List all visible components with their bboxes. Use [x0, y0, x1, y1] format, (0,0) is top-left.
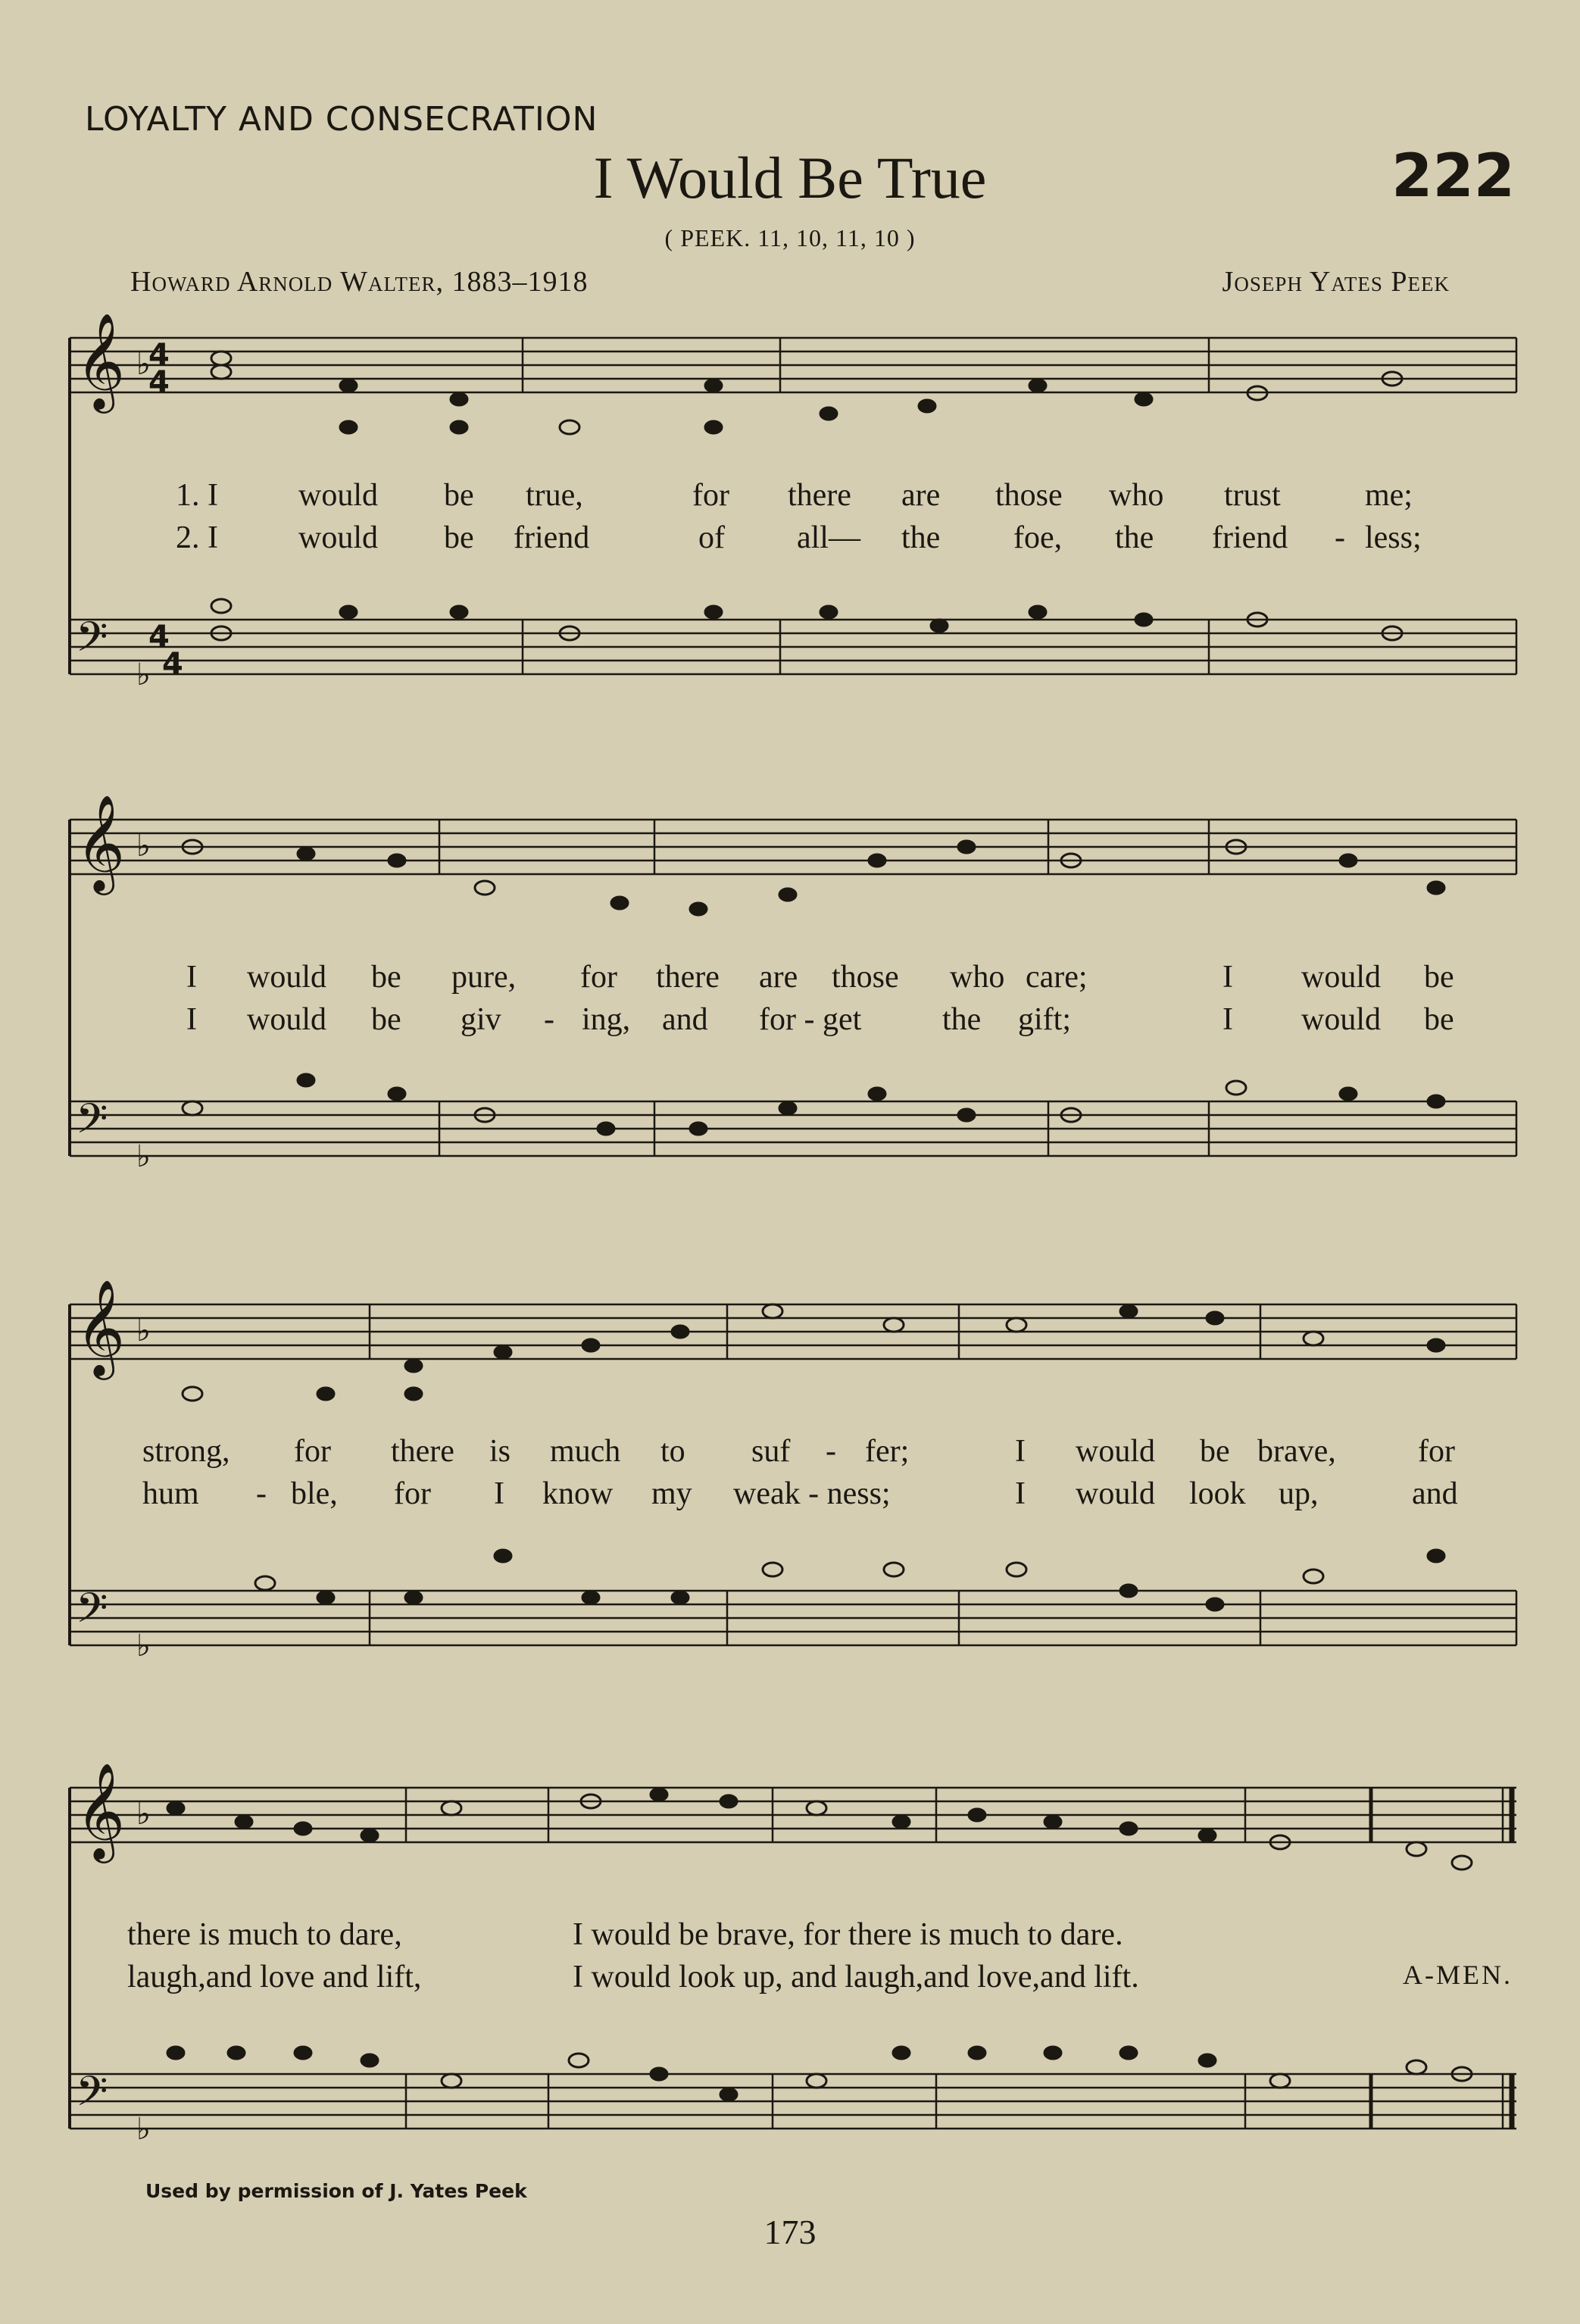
lyric-word: up,	[1279, 1476, 1319, 1511]
flat-icon: ♭	[136, 658, 151, 692]
lyric-word: for - get	[759, 1002, 862, 1037]
lyric-word: ble,	[291, 1476, 338, 1511]
lyric-word: I	[1222, 1002, 1233, 1037]
treble-clef-icon: 𝄞	[76, 312, 126, 409]
lyric-word: be	[444, 478, 474, 513]
lyric-word: who	[950, 960, 1005, 995]
bass-clef-icon: 𝄢	[76, 2067, 108, 2126]
barlines-3	[370, 1304, 1516, 1645]
lyric-phrase: I would look up, and laugh,and love,and lift.	[573, 1960, 1139, 1994]
lyric-word: brave,	[1257, 1434, 1336, 1469]
lyric-word: fer;	[865, 1434, 910, 1469]
lyric-word: gift;	[1018, 1002, 1071, 1037]
lyric-word: would	[1076, 1434, 1155, 1469]
amen-lyric: A-MEN.	[1403, 1960, 1513, 1990]
lyric-word: my	[651, 1476, 692, 1511]
lyric-word: the	[942, 1002, 982, 1037]
staff-treble-4	[70, 1788, 1516, 1842]
flat-icon: ♭	[136, 1139, 151, 1174]
lyric-word: of	[698, 520, 725, 555]
lyric-word: would	[1301, 960, 1381, 995]
lyric-word: me;	[1365, 478, 1413, 513]
bass-clef-icon: 𝄢	[76, 613, 108, 671]
lyric-word: all—	[797, 520, 860, 555]
lyric-word: are	[901, 478, 941, 513]
time-signature-top: 4	[148, 338, 170, 373]
lyric-word: the	[901, 520, 941, 555]
flat-icon: ♭	[136, 1797, 151, 1832]
author-credit: Howard Arnold Walter, 1883–1918	[130, 266, 589, 298]
lyric-word: I	[186, 960, 197, 995]
page-number: 173	[763, 2213, 817, 2251]
lyric-word: pure,	[451, 960, 517, 995]
bass-clef-icon: 𝄢	[76, 1095, 108, 1153]
lyric-phrase: laugh,and love and lift,	[127, 1960, 422, 1994]
lyric-word: -	[826, 1434, 836, 1469]
lyric-word: and	[1412, 1476, 1458, 1511]
staff-bass-3	[70, 1591, 1516, 1645]
lyric-word: foe,	[1013, 520, 1063, 555]
lyric-word: would	[247, 960, 326, 995]
barlines-4	[406, 1788, 1512, 2129]
lyric-word: those	[995, 478, 1063, 513]
lyric-word: I	[1015, 1434, 1026, 1469]
treble-clef-icon: 𝄞	[76, 794, 126, 891]
lyric-word: -	[1335, 520, 1345, 555]
lyric-word: for	[294, 1434, 331, 1469]
lyric-word: and	[662, 1002, 708, 1037]
lyric-word: there	[788, 478, 851, 513]
lyric-word: would	[247, 1002, 326, 1037]
lyric-word: for	[580, 960, 617, 995]
lyric-word: less;	[1365, 520, 1422, 555]
flat-icon: ♭	[136, 1313, 151, 1348]
lyric-word: would	[298, 478, 378, 513]
flat-icon: ♭	[136, 2112, 151, 2147]
lyric-word: I	[494, 1476, 504, 1511]
lyric-word: care;	[1026, 960, 1088, 995]
lyric-word: I	[1015, 1476, 1026, 1511]
lyric-word: true,	[526, 478, 583, 513]
lyric-word: friend	[514, 520, 590, 555]
staff-treble-1	[70, 338, 1516, 392]
lyric-word: be	[371, 960, 401, 995]
lyric-word: giv	[461, 1002, 501, 1037]
lyric-word: friend	[1212, 520, 1288, 555]
lyric-word: know	[542, 1476, 614, 1511]
lyric-phrase: I would be brave, for there is much to dare.	[573, 1917, 1123, 1952]
lyric-word: would	[1301, 1002, 1381, 1037]
lyric-word: the	[1115, 520, 1154, 555]
flat-icon: ♭	[136, 1629, 151, 1663]
section-heading: LOYALTY AND CONSECRATION	[85, 100, 598, 139]
lyric-word: be	[1424, 1002, 1454, 1037]
lyric-word: 2. I	[176, 520, 218, 555]
lyric-word: strong,	[142, 1434, 230, 1469]
lyric-word: be	[444, 520, 474, 555]
lyric-word: I	[1222, 960, 1233, 995]
lyric-word: would	[1076, 1476, 1155, 1511]
lyric-word: trust	[1224, 478, 1281, 513]
treble-clef-icon: 𝄞	[76, 1762, 126, 1859]
flat-icon: ♭	[136, 347, 151, 382]
lyric-word: for	[1418, 1434, 1455, 1469]
staff-bass-4	[70, 2074, 1516, 2129]
lyric-word: to	[660, 1434, 685, 1469]
permission-note: Used by permission of J. Yates Peek	[145, 2180, 527, 2202]
time-signature-bottom: 4	[162, 647, 183, 682]
staff-treble-3	[70, 1304, 1516, 1359]
lyric-word: be	[1424, 960, 1454, 995]
flat-icon: ♭	[136, 829, 151, 864]
lyric-word: there	[391, 1434, 454, 1469]
bass-clef-icon: 𝄢	[76, 1584, 108, 1642]
lyric-word: -	[544, 1002, 554, 1037]
lyric-word: those	[832, 960, 899, 995]
lyric-word: -	[256, 1476, 267, 1511]
lyric-word: who	[1109, 478, 1164, 513]
staff-bass-1	[70, 620, 1516, 674]
time-signature-bottom: 4	[148, 365, 170, 400]
treble-clef-icon: 𝄞	[76, 1279, 126, 1376]
lyric-word: look	[1189, 1476, 1246, 1511]
lyric-word: suf	[751, 1434, 791, 1469]
hymn-title: I Would Be True	[593, 145, 987, 211]
lyric-word: would	[298, 520, 378, 555]
tune-meter: ( PEEK. 11, 10, 11, 10 )	[664, 224, 916, 251]
lyric-word: be	[1200, 1434, 1230, 1469]
lyric-word: for	[692, 478, 729, 513]
hymn-number: 222	[1391, 142, 1515, 211]
lyric-word: much	[550, 1434, 621, 1469]
lyric-word: there	[656, 960, 720, 995]
lyric-word: ing,	[582, 1002, 631, 1037]
lyric-word: I	[186, 1002, 197, 1037]
lyric-phrase: there is much to dare,	[127, 1917, 402, 1952]
staff-treble-2	[70, 820, 1516, 874]
lyric-word: is	[489, 1434, 511, 1469]
lyric-word: for	[394, 1476, 431, 1511]
lyric-word: are	[759, 960, 798, 995]
time-signature-top: 4	[148, 620, 170, 654]
lyric-word: be	[371, 1002, 401, 1037]
lyric-word: hum	[142, 1476, 199, 1511]
lyric-word: weak - ness;	[733, 1476, 891, 1511]
composer-credit: Joseph Yates Peek	[1222, 266, 1450, 298]
lyric-word: 1. I	[176, 478, 218, 513]
